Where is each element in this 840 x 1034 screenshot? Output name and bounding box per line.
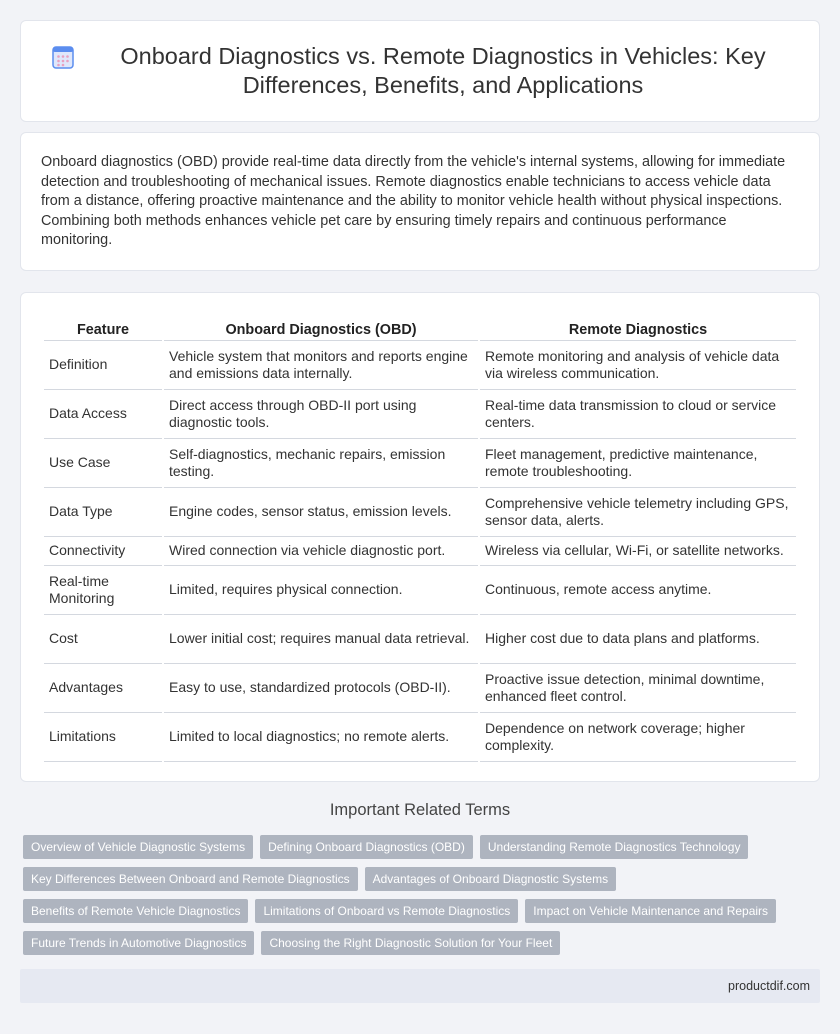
related-term-tag[interactable]: Key Differences Between Onboard and Remote Diagnostics bbox=[23, 867, 358, 891]
feature-cell: Data Access bbox=[44, 390, 162, 439]
obd-cell: Lower initial cost; requires manual data retrieval. bbox=[164, 615, 478, 664]
related-term-tag[interactable]: Defining Onboard Diagnostics (OBD) bbox=[260, 835, 473, 859]
related-term-tag[interactable]: Choosing the Right Diagnostic Solution for Your Fleet bbox=[261, 931, 560, 955]
related-term-tag[interactable]: Advantages of Onboard Diagnostic Systems bbox=[365, 867, 616, 891]
feature-cell: Cost bbox=[44, 615, 162, 664]
table-row bbox=[44, 488, 796, 537]
remote-cell: Dependence on network coverage; higher complexity. bbox=[480, 713, 796, 762]
obd-cell: Easy to use, standardized protocols (OBD-II). bbox=[164, 664, 478, 713]
table-row bbox=[44, 615, 796, 664]
remote-cell: Higher cost due to data plans and platforms. bbox=[480, 615, 796, 664]
page-title: Onboard Diagnostics vs. Remote Diagnostics in Vehicles: Key Differences, Benefits, and Applications bbox=[120, 43, 766, 98]
table-header-row bbox=[44, 311, 796, 341]
document-grid-icon bbox=[51, 44, 75, 70]
related-term-tag[interactable]: Overview of Vehicle Diagnostic Systems bbox=[23, 835, 253, 859]
header-obd: Onboard Diagnostics (OBD) bbox=[164, 311, 478, 341]
remote-cell: Comprehensive vehicle telemetry including GPS, sensor data, alerts. bbox=[480, 488, 796, 537]
related-term-tag[interactable]: Future Trends in Automotive Diagnostics bbox=[23, 931, 254, 955]
related-term-tag[interactable]: Impact on Vehicle Maintenance and Repairs bbox=[525, 899, 776, 923]
remote-cell: Real-time data transmission to cloud or service centers. bbox=[480, 390, 796, 439]
comparison-table bbox=[42, 311, 798, 762]
remote-cell: Proactive issue detection, minimal downtime, enhanced fleet control. bbox=[480, 664, 796, 713]
footer-bar bbox=[20, 969, 820, 1003]
comparison-table-card bbox=[20, 292, 820, 782]
related-term-tag[interactable]: Understanding Remote Diagnostics Technology bbox=[480, 835, 749, 859]
table-row bbox=[44, 537, 796, 566]
table-row bbox=[44, 664, 796, 713]
obd-cell: Engine codes, sensor status, emission levels. bbox=[164, 488, 478, 537]
header-remote: Remote Diagnostics bbox=[480, 311, 796, 341]
table-row bbox=[44, 390, 796, 439]
related-terms-title: Important Related Terms bbox=[329, 801, 511, 819]
feature-cell: Connectivity bbox=[44, 537, 162, 566]
feature-cell: Use Case bbox=[44, 439, 162, 488]
obd-cell: Wired connection via vehicle diagnostic port. bbox=[164, 537, 478, 566]
obd-cell: Limited, requires physical connection. bbox=[164, 566, 478, 615]
feature-cell: Definition bbox=[44, 341, 162, 390]
intro-card bbox=[20, 132, 820, 271]
obd-cell: Limited to local diagnostics; no remote alerts. bbox=[164, 713, 478, 762]
related-terms-tags bbox=[23, 835, 823, 955]
remote-cell: Fleet management, predictive maintenance, remote troubleshooting. bbox=[480, 439, 796, 488]
table-row bbox=[44, 566, 796, 615]
intro-paragraph: Onboard diagnostics (OBD) provide real-time data directly from the vehicle's internal systems, allowing for immediate detection and troubleshooting of mechanical issues. Remote diagnostics enable technicians to access vehicle data from a distance, offering proactive maintenance and the ability to monitor vehicle health without physical inspections. Combining both methods enhances vehicle pet care by ensuring timely repairs and continuous performance monitoring. bbox=[41, 154, 786, 249]
feature-cell: Real-time Monitoring bbox=[44, 566, 162, 615]
obd-cell: Direct access through OBD-II port using diagnostic tools. bbox=[164, 390, 478, 439]
feature-cell: Data Type bbox=[44, 488, 162, 537]
table-row bbox=[44, 341, 796, 390]
header-card bbox=[20, 20, 820, 122]
remote-cell: Continuous, remote access anytime. bbox=[480, 566, 796, 615]
table-row bbox=[44, 713, 796, 762]
related-term-tag[interactable]: Benefits of Remote Vehicle Diagnostics bbox=[23, 899, 248, 923]
related-term-tag[interactable]: Limitations of Onboard vs Remote Diagnostics bbox=[255, 899, 518, 923]
obd-cell: Self-diagnostics, mechanic repairs, emission testing. bbox=[164, 439, 478, 488]
feature-cell: Limitations bbox=[44, 713, 162, 762]
remote-cell: Wireless via cellular, Wi-Fi, or satellite networks. bbox=[480, 537, 796, 566]
footer-site-link[interactable]: productdif.com bbox=[728, 979, 810, 993]
header-feature: Feature bbox=[44, 311, 162, 341]
feature-cell: Advantages bbox=[44, 664, 162, 713]
remote-cell: Remote monitoring and analysis of vehicle data via wireless communication. bbox=[480, 341, 796, 390]
table-row bbox=[44, 439, 796, 488]
obd-cell: Vehicle system that monitors and reports engine and emissions data internally. bbox=[164, 341, 478, 390]
